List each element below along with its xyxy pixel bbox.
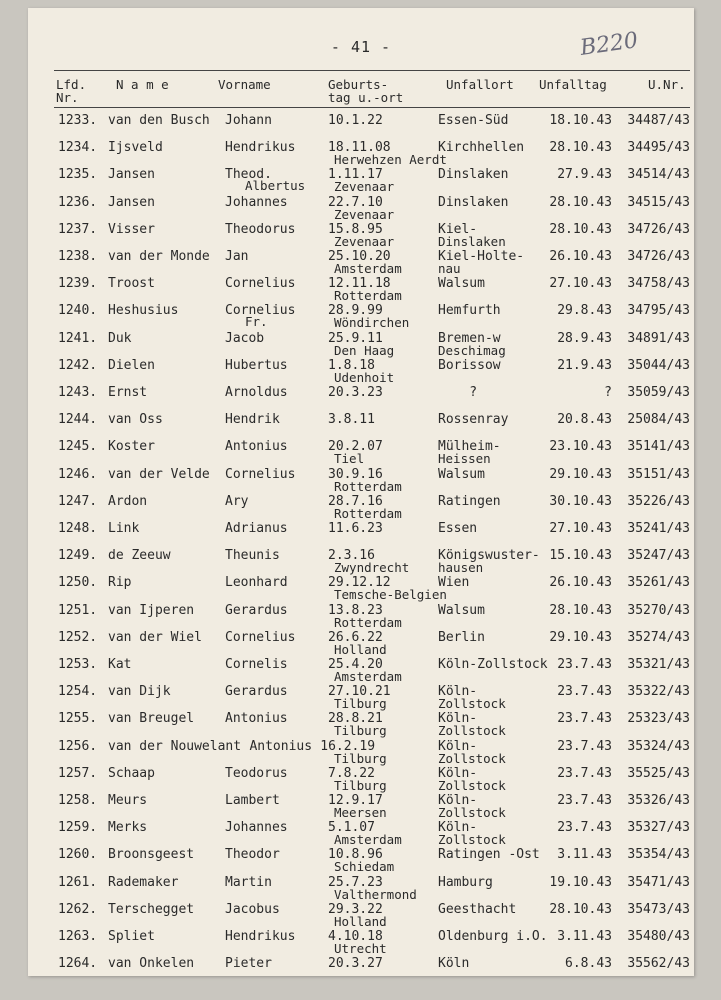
row-unr: 25323/43 bbox=[627, 711, 690, 726]
row-unfalltag: 26.10.43 bbox=[549, 249, 612, 264]
row-name: van der Wiel bbox=[108, 630, 202, 645]
row-geburtstag: 28.7.16 bbox=[328, 494, 383, 509]
row-unfallort: Essen-Süd bbox=[438, 113, 509, 128]
header-unr: U.Nr. bbox=[648, 77, 686, 92]
row-geburtstag: 28.9.99 bbox=[328, 303, 383, 318]
row-unfallort: Rossenray bbox=[438, 412, 509, 427]
row-geburtstag: 16.2.19 bbox=[320, 739, 376, 754]
row-unr: 35473/43 bbox=[627, 902, 690, 917]
row-geburtstag: 20.3.27 bbox=[328, 956, 383, 971]
row-lfd-nr: 1235. bbox=[58, 167, 98, 182]
row-vorname: Martin bbox=[225, 875, 272, 890]
row-unfalltag: ? bbox=[580, 385, 612, 400]
row-vorname: Arnoldus bbox=[225, 385, 288, 400]
row-geburtsort: Zwyndrecht bbox=[334, 560, 410, 575]
row-lfd-nr: 1264. bbox=[58, 956, 98, 971]
row-lfd-nr: 1253. bbox=[58, 657, 98, 672]
row-unr: 35525/43 bbox=[627, 766, 690, 781]
row-name: Jansen bbox=[108, 167, 155, 182]
row-geburtstag: 20.3.23 bbox=[328, 385, 383, 400]
row-geburtstag: 10.1.22 bbox=[328, 113, 383, 128]
row-unr: 34758/43 bbox=[627, 276, 690, 291]
row-unr: 25084/43 bbox=[627, 412, 690, 427]
row-unfallort: Königswuster- bbox=[438, 548, 540, 563]
row-geburtstag: 3.8.11 bbox=[328, 412, 375, 427]
row-unfallort: Essen bbox=[438, 521, 478, 536]
header-rule-top bbox=[54, 70, 690, 71]
row-geburtstag: 15.8.95 bbox=[328, 222, 383, 237]
row-geburtsort: Tilburg bbox=[334, 696, 387, 711]
row-lfd-nr: 1241. bbox=[58, 331, 98, 346]
row-name: Visser bbox=[108, 222, 155, 237]
row-unfalltag: 23.7.43 bbox=[557, 766, 612, 781]
row-unr: 35471/43 bbox=[627, 875, 690, 890]
row-unr: 35321/43 bbox=[627, 657, 690, 672]
row-lfd-nr: 1249. bbox=[58, 548, 98, 563]
row-geburtstag: 18.11.08 bbox=[328, 140, 391, 155]
row-vorname: Cornelius bbox=[225, 276, 296, 291]
row-vorname: Johann bbox=[225, 113, 272, 128]
row-unfalltag: 20.8.43 bbox=[557, 412, 612, 427]
row-unfallort: Bremen-w bbox=[438, 331, 501, 346]
row-unfalltag: 28.9.43 bbox=[557, 331, 612, 346]
row-vorname-2: Albertus bbox=[245, 178, 306, 193]
row-unfalltag: 28.10.43 bbox=[549, 603, 612, 618]
row-lfd-nr: 1251. bbox=[58, 603, 98, 618]
row-vorname: Jacob bbox=[225, 331, 265, 346]
row-vorname: Cornelius bbox=[225, 467, 296, 482]
row-unfallort: Kiel-Holte- bbox=[438, 249, 525, 264]
row-name: Dielen bbox=[108, 358, 155, 373]
document-page bbox=[28, 8, 694, 976]
row-geburtsort: Tilburg bbox=[334, 723, 387, 738]
row-geburtstag: 12.9.17 bbox=[328, 793, 383, 808]
row-name: Jansen bbox=[108, 195, 155, 210]
row-unfallort: Köln bbox=[438, 956, 470, 971]
row-lfd-nr: 1243. bbox=[58, 385, 98, 400]
header-lfd: Lfd. Nr. bbox=[56, 77, 87, 105]
row-name: Koster bbox=[108, 439, 155, 454]
row-geburtstag: 25.7.23 bbox=[328, 875, 383, 890]
row-unr: 35270/43 bbox=[627, 603, 690, 618]
row-unfallort-2: Zollstock bbox=[438, 832, 506, 847]
row-unfallort: Köln- bbox=[438, 820, 478, 835]
row-geburtsort: Utrecht bbox=[334, 941, 387, 956]
row-geburtstag: 25.10.20 bbox=[328, 249, 391, 264]
row-unr: 35044/43 bbox=[627, 358, 690, 373]
row-unfallort: Dinslaken bbox=[438, 167, 509, 182]
row-name: Terschegget bbox=[108, 902, 195, 917]
row-unfalltag: 29.8.43 bbox=[557, 303, 612, 318]
row-unr: 35326/43 bbox=[627, 793, 690, 808]
row-unfallort: Köln- bbox=[438, 766, 478, 781]
row-name: Link bbox=[108, 521, 140, 536]
row-unfalltag: 23.7.43 bbox=[557, 820, 612, 835]
header-name: N a m e bbox=[116, 77, 169, 92]
row-name: van der Monde bbox=[108, 249, 210, 264]
row-vorname: Johannes bbox=[225, 820, 288, 835]
row-name: Ernst bbox=[108, 385, 148, 400]
row-lfd-nr: 1262. bbox=[58, 902, 98, 917]
row-geburtsort: Amsterdam bbox=[334, 669, 402, 684]
row-geburtstag: 2.3.16 bbox=[328, 548, 375, 563]
row-unfalltag: 26.10.43 bbox=[549, 575, 612, 590]
row-name: Schaap bbox=[108, 766, 155, 781]
row-unfallort-2: nau bbox=[438, 261, 461, 276]
row-unfallort: Walsum bbox=[438, 276, 485, 291]
row-geburtsort: Rotterdam bbox=[334, 506, 402, 521]
row-lfd-nr: 1254. bbox=[58, 684, 98, 699]
row-geburtsort: Valthermond bbox=[334, 887, 417, 902]
row-unfallort-2: Zollstock bbox=[438, 778, 506, 793]
row-geburtsort: Rotterdam bbox=[334, 479, 402, 494]
row-geburtstag: 29.12.12 bbox=[328, 575, 391, 590]
row-unfalltag: 23.7.43 bbox=[557, 793, 612, 808]
row-unfallort: Berlin bbox=[438, 630, 485, 645]
row-unfallort-2: Zollstock bbox=[438, 805, 506, 820]
row-geburtsort: Zevenaar bbox=[334, 207, 395, 222]
row-lfd-nr: 1234. bbox=[58, 140, 98, 155]
row-name: Spliet bbox=[108, 929, 155, 944]
row-geburtsort: Rotterdam bbox=[334, 288, 402, 303]
row-lfd-nr: 1242. bbox=[58, 358, 98, 373]
row-lfd-nr: 1233. bbox=[58, 113, 98, 128]
row-vorname: Cornelius bbox=[225, 630, 296, 645]
row-unfallort-2: Heissen bbox=[438, 451, 491, 466]
row-unr: 34514/43 bbox=[627, 167, 690, 182]
row-unfallort: Borissow bbox=[438, 358, 501, 373]
row-geburtsort: Holland bbox=[334, 642, 387, 657]
row-unfallort-2: Zollstock bbox=[438, 723, 506, 738]
row-geburtstag: 20.2.07 bbox=[328, 439, 383, 454]
row-unfalltag: 27.10.43 bbox=[549, 521, 612, 536]
row-vorname: Theod. bbox=[225, 167, 272, 182]
row-unfallort: Hamburg bbox=[438, 875, 493, 890]
row-geburtsort: Zevenaar bbox=[334, 234, 395, 249]
row-lfd-nr: 1250. bbox=[58, 575, 98, 590]
row-unfalltag: 30.10.43 bbox=[549, 494, 612, 509]
row-lfd-nr: 1247. bbox=[58, 494, 98, 509]
row-unr: 35327/43 bbox=[627, 820, 690, 835]
handwritten-stamp: B220 bbox=[578, 28, 640, 61]
row-geburtsort: Temsche-Belgien bbox=[334, 587, 447, 602]
row-geburtstag: 12.11.18 bbox=[328, 276, 391, 291]
row-lfd-nr: 1240. bbox=[58, 303, 98, 318]
row-lfd-nr: 1255. bbox=[58, 711, 98, 726]
row-geburtsort: Amsterdam bbox=[334, 832, 402, 847]
row-geburtsort: Holland bbox=[334, 914, 387, 929]
row-unfallort: Ratingen bbox=[438, 494, 501, 509]
row-geburtsort: Tilburg bbox=[334, 751, 387, 766]
row-vorname: Antonius bbox=[249, 739, 313, 754]
row-unfallort: Köln- bbox=[438, 793, 478, 808]
row-name: Meurs bbox=[108, 793, 148, 808]
row-unr: 35562/43 bbox=[627, 956, 690, 971]
row-lfd-nr: 1245. bbox=[58, 439, 98, 454]
row-vorname: Jan bbox=[225, 249, 249, 264]
row-unfallort: ? bbox=[438, 385, 478, 400]
header-vorname: Vorname bbox=[218, 77, 271, 92]
row-unfallort: Walsum bbox=[438, 467, 485, 482]
row-unr: 34726/43 bbox=[627, 222, 690, 237]
row-unr: 34515/43 bbox=[627, 195, 690, 210]
row-name: Heshusius bbox=[108, 303, 179, 318]
header-rule-bottom bbox=[54, 107, 690, 108]
row-unr: 34726/43 bbox=[627, 249, 690, 264]
row-lfd-nr: 1248. bbox=[58, 521, 98, 536]
row-unr: 35274/43 bbox=[627, 630, 690, 645]
row-unfalltag: 27.9.43 bbox=[557, 167, 612, 182]
row-unr: 34487/43 bbox=[627, 113, 690, 128]
row-name: Ijsveld bbox=[108, 140, 163, 155]
row-name: Kat bbox=[108, 657, 132, 672]
row-unfalltag: 27.10.43 bbox=[549, 276, 612, 291]
row-vorname: Johannes bbox=[225, 195, 288, 210]
row-geburtstag: 25.4.20 bbox=[328, 657, 383, 672]
row-unfalltag: 29.10.43 bbox=[549, 630, 612, 645]
row-vorname: Teodorus bbox=[225, 766, 288, 781]
row-name: Merks bbox=[108, 820, 148, 835]
row-unfallort-2: Zollstock bbox=[438, 696, 506, 711]
row-geburtstag: 11.6.23 bbox=[328, 521, 383, 536]
row-vorname-2: Fr. bbox=[245, 314, 268, 329]
row-lfd-nr: 1237. bbox=[58, 222, 98, 237]
header-geburt: Geburts- tag u.-ort bbox=[328, 77, 404, 105]
row-geburtstag: 7.8.22 bbox=[328, 766, 375, 781]
row-vorname: Jacobus bbox=[225, 902, 280, 917]
row-name: van der Nouwelant bbox=[108, 739, 242, 754]
row-lfd-nr: 1259. bbox=[58, 820, 98, 835]
row-geburtstag: 28.8.21 bbox=[328, 711, 383, 726]
row-unr: 35247/43 bbox=[627, 548, 690, 563]
row-lfd-nr: 1236. bbox=[58, 195, 98, 210]
row-geburtsort: Herwehzen Aerdt bbox=[334, 152, 447, 167]
row-unfalltag: 28.10.43 bbox=[549, 140, 612, 155]
row-unfalltag: 28.10.43 bbox=[549, 902, 612, 917]
row-vorname: Gerardus bbox=[225, 684, 288, 699]
row-vorname: Gerardus bbox=[225, 603, 288, 618]
row-unfalltag: 28.10.43 bbox=[549, 195, 612, 210]
row-unfalltag: 21.9.43 bbox=[557, 358, 612, 373]
row-geburtsort: Rotterdam bbox=[334, 615, 402, 630]
row-unfalltag: 23.7.43 bbox=[557, 739, 612, 754]
row-name: Rademaker bbox=[108, 875, 179, 890]
row-unfallort: Wien bbox=[438, 575, 470, 590]
row-vorname: Pieter bbox=[225, 956, 272, 971]
row-vorname: Hubertus bbox=[225, 358, 288, 373]
row-unfalltag: 18.10.43 bbox=[549, 113, 612, 128]
row-geburtstag: 29.3.22 bbox=[328, 902, 383, 917]
row-geburtstag: 5.1.07 bbox=[328, 820, 375, 835]
row-lfd-nr: 1258. bbox=[58, 793, 98, 808]
row-unfallort: Hemfurth bbox=[438, 303, 501, 318]
row-unfallort: Walsum bbox=[438, 603, 485, 618]
row-name: van Onkelen bbox=[108, 956, 195, 971]
row-lfd-nr: 1238. bbox=[58, 249, 98, 264]
row-name: de Zeeuw bbox=[108, 548, 171, 563]
row-vorname: Cornelius bbox=[225, 303, 296, 318]
row-unfallort-2: hausen bbox=[438, 560, 484, 575]
row-geburtstag: 1.11.17 bbox=[328, 167, 383, 182]
row-vorname: Lambert bbox=[225, 793, 280, 808]
row-geburtstag: 22.7.10 bbox=[328, 195, 383, 210]
row-unfalltag: 3.11.43 bbox=[557, 929, 612, 944]
row-geburtsort: Den Haag bbox=[334, 343, 395, 358]
row-vorname: Theodorus bbox=[225, 222, 296, 237]
header-unfalltag: Unfalltag bbox=[539, 77, 607, 92]
row-unfallort: Kirchhellen bbox=[438, 140, 525, 155]
row-vorname: Hendrikus bbox=[225, 929, 296, 944]
row-unfalltag: 23.10.43 bbox=[549, 439, 612, 454]
row-unfallort: Köln- bbox=[438, 739, 478, 754]
row-geburtsort: Zevenaar bbox=[334, 179, 395, 194]
row-lfd-nr: 1256. bbox=[58, 739, 98, 754]
row-lfd-nr: 1263. bbox=[58, 929, 98, 944]
row-name: van Ijperen bbox=[108, 603, 195, 618]
row-vorname: Theodor bbox=[225, 847, 280, 862]
row-unfalltag: 3.11.43 bbox=[557, 847, 612, 862]
row-lfd-nr: 1239. bbox=[58, 276, 98, 291]
row-geburtsort: Tiel bbox=[334, 451, 365, 466]
row-geburtsort: Udenhoit bbox=[334, 370, 395, 385]
row-unr: 35141/43 bbox=[627, 439, 690, 454]
row-name: Duk bbox=[108, 331, 132, 346]
row-unfallort-2: Deschimag bbox=[438, 343, 506, 358]
row-lfd-nr: 1260. bbox=[58, 847, 98, 862]
row-name: Ardon bbox=[108, 494, 148, 509]
row-unr: 35226/43 bbox=[627, 494, 690, 509]
row-name: van den Busch bbox=[108, 113, 210, 128]
row-unfallort: Köln- bbox=[438, 711, 478, 726]
row-unfallort: Oldenburg i.O. bbox=[438, 929, 548, 944]
row-geburtsort: Wöndirchen bbox=[334, 315, 410, 330]
row-unfalltag: 23.7.43 bbox=[557, 657, 612, 672]
row-unfallort-2: Dinslaken bbox=[438, 234, 506, 249]
row-name: Rip bbox=[108, 575, 132, 590]
row-unr: 35151/43 bbox=[627, 467, 690, 482]
row-geburtsort: Tilburg bbox=[334, 778, 387, 793]
row-vorname: Antonius bbox=[225, 711, 288, 726]
row-lfd-nr: 1261. bbox=[58, 875, 98, 890]
row-lfd-nr: 1257. bbox=[58, 766, 98, 781]
row-unfallort: Dinslaken bbox=[438, 195, 509, 210]
row-name: van Oss bbox=[108, 412, 163, 427]
row-unfallort: Ratingen -Ost bbox=[438, 847, 540, 862]
row-unr: 34795/43 bbox=[627, 303, 690, 318]
row-vorname: Hendrik bbox=[225, 412, 280, 427]
row-unfalltag: 23.7.43 bbox=[557, 711, 612, 726]
row-geburtstag: 27.10.21 bbox=[328, 684, 391, 699]
row-unfalltag: 19.10.43 bbox=[549, 875, 612, 890]
row-unr: 34495/43 bbox=[627, 140, 690, 155]
row-unr: 35322/43 bbox=[627, 684, 690, 699]
row-lfd-nr: 1244. bbox=[58, 412, 98, 427]
row-unr: 34891/43 bbox=[627, 331, 690, 346]
page-number: - 41 - bbox=[330, 38, 392, 56]
row-name: Troost bbox=[108, 276, 155, 291]
row-lfd-nr: 1252. bbox=[58, 630, 98, 645]
row-unfallort-2: Zollstock bbox=[438, 751, 506, 766]
row-vorname: Hendrikus bbox=[225, 140, 296, 155]
row-vorname: Theunis bbox=[225, 548, 280, 563]
row-geburtstag: 25.9.11 bbox=[328, 331, 383, 346]
row-unfallort: Kiel- bbox=[438, 222, 478, 237]
row-geburtsort: Meersen bbox=[334, 805, 387, 820]
row-unr: 35059/43 bbox=[627, 385, 690, 400]
row-geburtstag: 26.6.22 bbox=[328, 630, 383, 645]
row-lfd-nr: 1246. bbox=[58, 467, 98, 482]
row-unr: 35480/43 bbox=[627, 929, 690, 944]
row-unr: 35324/43 bbox=[627, 739, 690, 754]
row-geburtstag: 4.10.18 bbox=[328, 929, 383, 944]
row-vorname: Ary bbox=[225, 494, 249, 509]
row-geburtstag: 30.9.16 bbox=[328, 467, 383, 482]
row-unfalltag: 23.7.43 bbox=[557, 684, 612, 699]
row-unfallort: Köln- bbox=[438, 684, 478, 699]
row-unfalltag: 6.8.43 bbox=[565, 956, 612, 971]
row-geburtsort: Amsterdam bbox=[334, 261, 402, 276]
row-name: van Dijk bbox=[108, 684, 171, 699]
row-geburtstag: 13.8.23 bbox=[328, 603, 383, 618]
row-vorname: Antonius bbox=[225, 439, 288, 454]
row-name: van Breugel bbox=[108, 711, 195, 726]
row-name: van der Velde bbox=[108, 467, 210, 482]
row-geburtsort: Schiedam bbox=[334, 859, 395, 874]
row-name: Broonsgeest bbox=[108, 847, 195, 862]
row-unfallort: Geesthacht bbox=[438, 902, 517, 917]
row-vorname: Cornelis bbox=[225, 657, 288, 672]
row-unr: 35241/43 bbox=[627, 521, 690, 536]
row-geburtstag: 10.8.96 bbox=[328, 847, 383, 862]
row-vorname: Adrianus bbox=[225, 521, 288, 536]
row-vorname: Leonhard bbox=[225, 575, 288, 590]
row-unr: 35354/43 bbox=[627, 847, 690, 862]
row-unfalltag: 29.10.43 bbox=[549, 467, 612, 482]
row-unfalltag: 28.10.43 bbox=[549, 222, 612, 237]
row-unfalltag: 15.10.43 bbox=[549, 548, 612, 563]
row-unfallort: Köln-Zollstock bbox=[438, 657, 548, 672]
header-unfallort: Unfallort bbox=[446, 77, 514, 92]
row-geburtstag: 1.8.18 bbox=[328, 358, 375, 373]
row-unfallort: Mülheim- bbox=[438, 439, 501, 454]
row-unr: 35261/43 bbox=[627, 575, 690, 590]
